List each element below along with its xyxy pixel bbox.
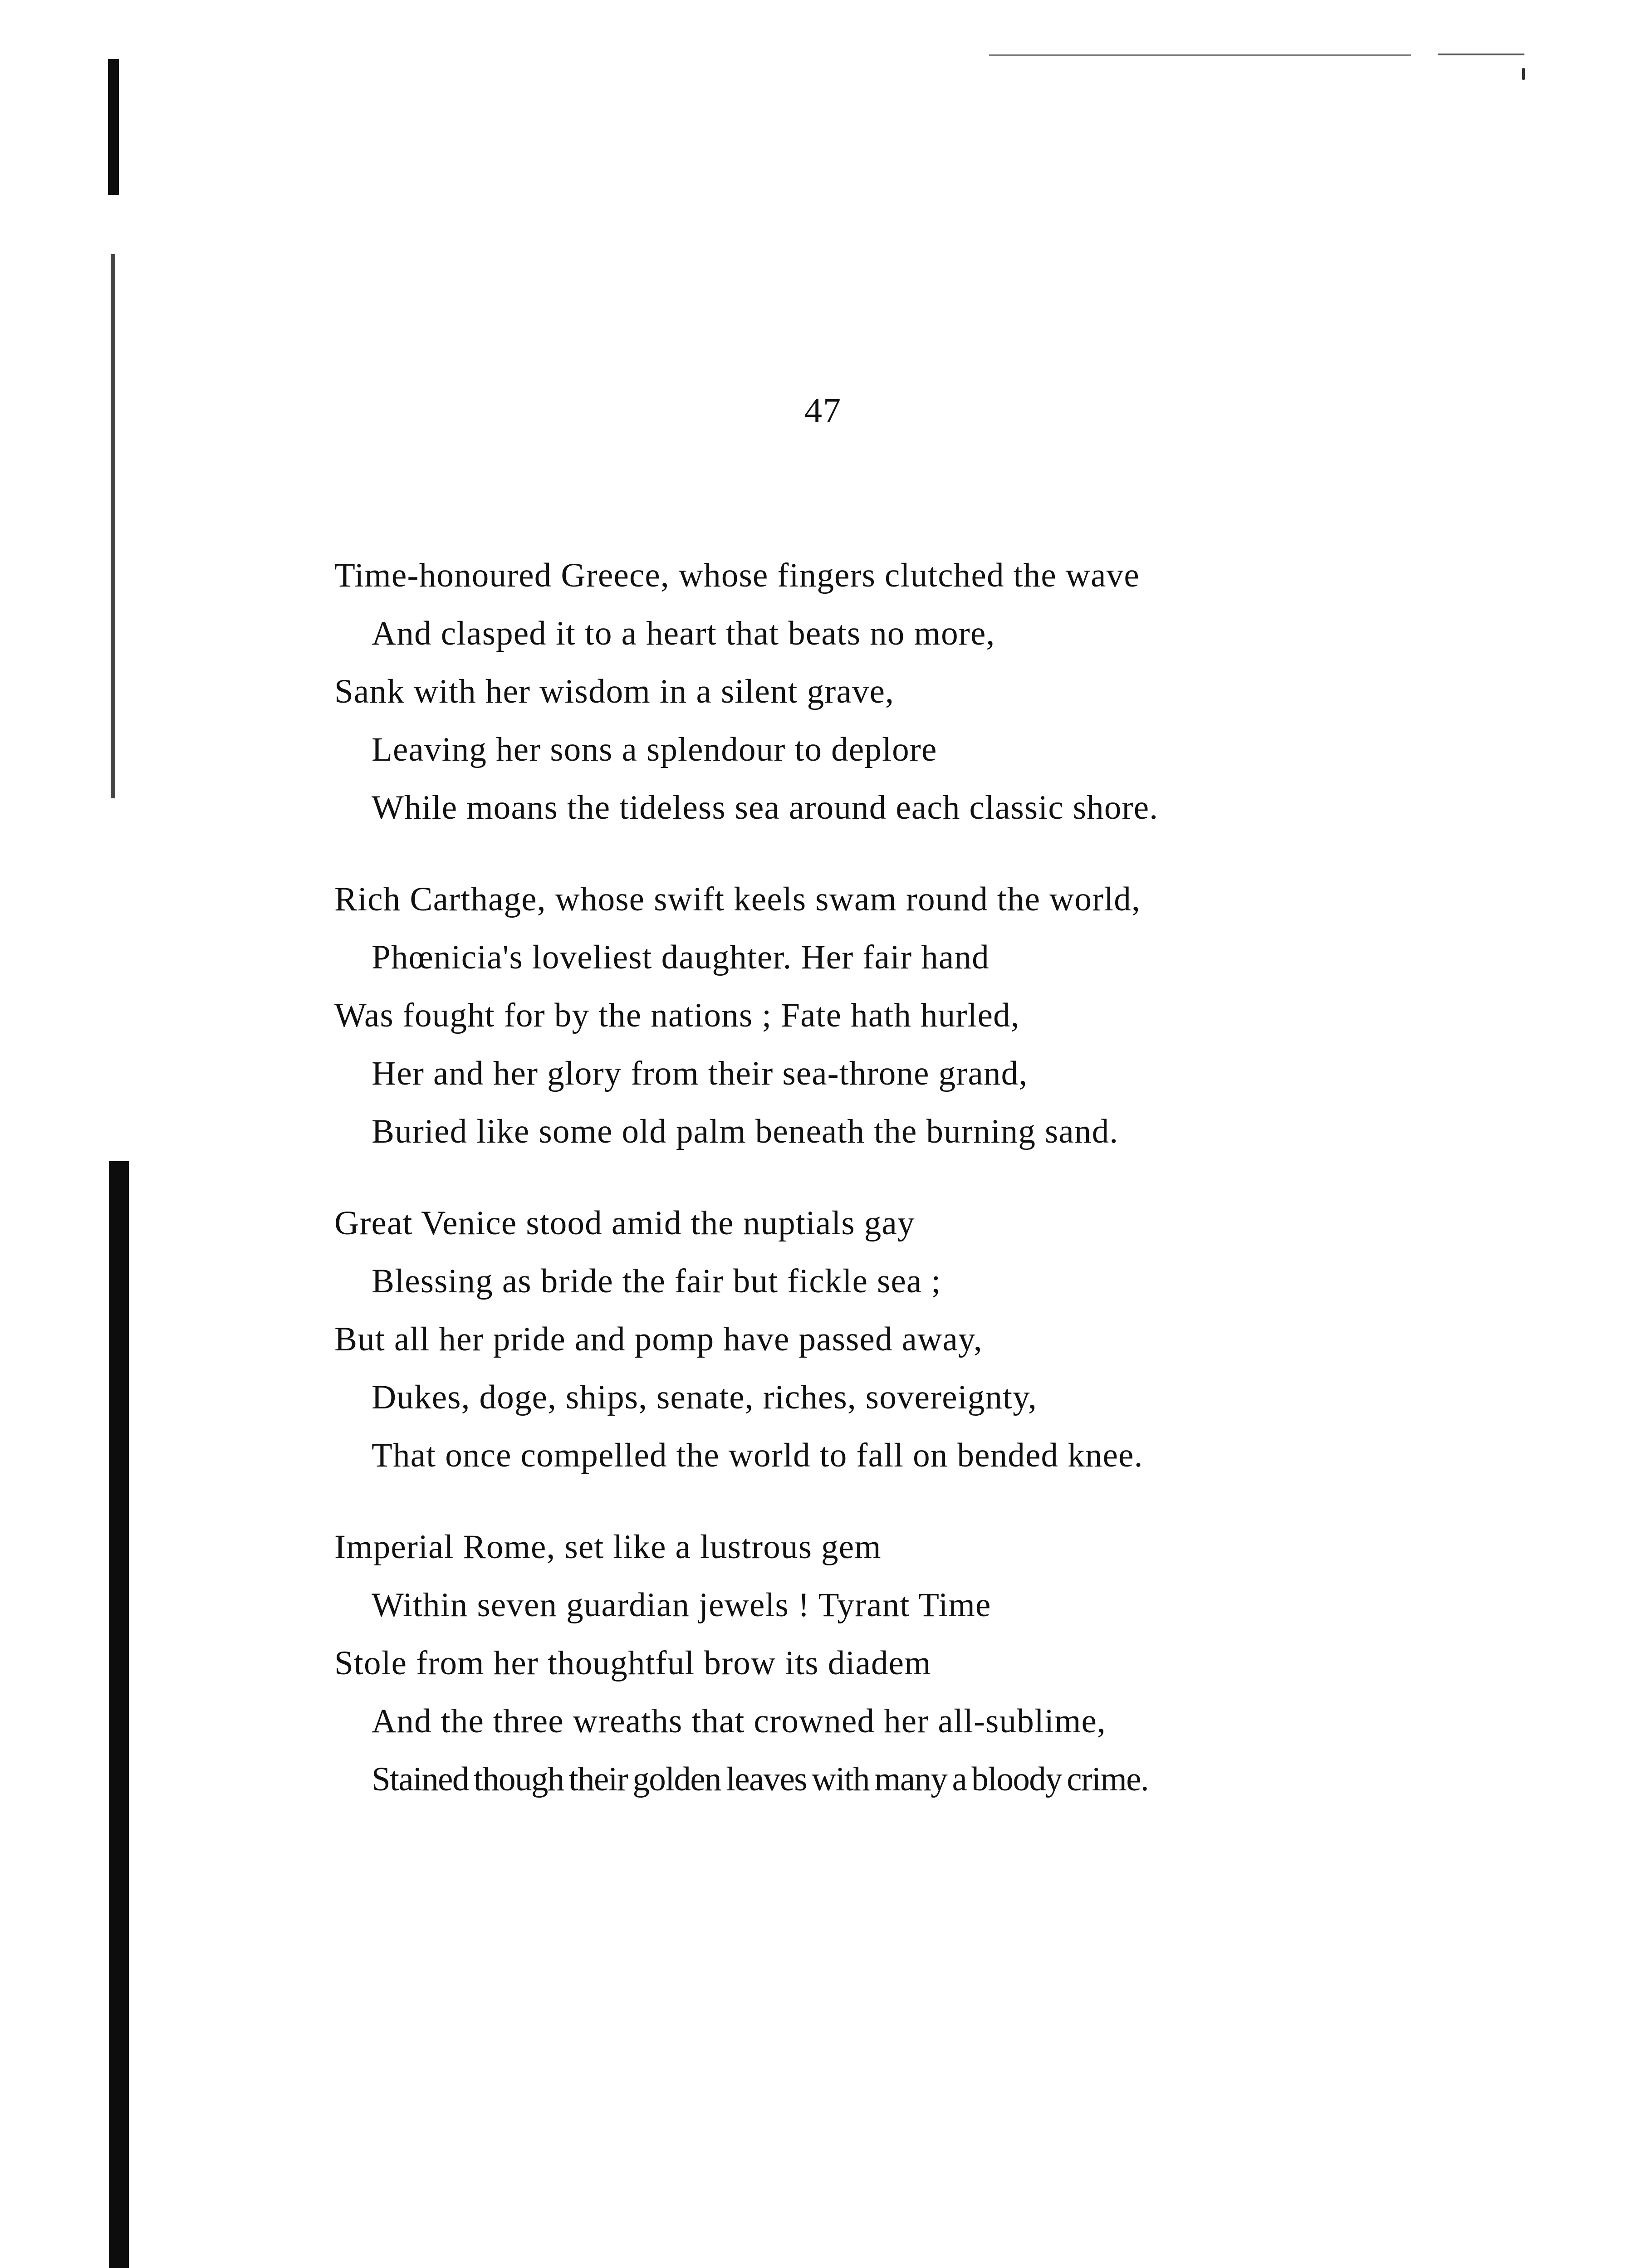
poem-line: Stole from her thoughtful brow its diadem: [334, 1644, 931, 1682]
poem-line: Phœnicia's loveliest daughter. Her fair hand: [372, 938, 990, 976]
page-number: 47: [804, 391, 842, 430]
poem-line: Stained though their golden leaves with many a bloody crime.: [372, 1760, 1149, 1798]
poem-line: Leaving her sons a splendour to deplore: [372, 731, 937, 768]
poem-line: And the three wreaths that crowned her all-sublime,: [372, 1702, 1106, 1740]
poem: [334, 547, 1469, 1842]
poem-line: Within seven guardian jewels ! Tyrant Time: [372, 1586, 991, 1624]
poem-line: Was fought for by the nations ; Fate hath hurled,: [334, 997, 1020, 1034]
poem-line: Blessing as bride the fair but fickle sea ;: [372, 1262, 941, 1300]
poem-line: Her and her glory from their sea-throne grand,: [372, 1055, 1028, 1092]
poem-line: Sank with her wisdom in a silent grave,: [334, 673, 895, 710]
poem-line: And clasped it to a heart that beats no more,: [372, 615, 995, 652]
poem-line: But all her pride and pomp have passed away,: [334, 1320, 983, 1358]
poem-line: Time-honoured Greece, whose fingers clutched the wave: [334, 557, 1140, 594]
scan-line-top: [989, 54, 1411, 56]
stanza-2: [334, 870, 1469, 1161]
binding-edge-top: [108, 59, 119, 195]
speck: [1522, 68, 1525, 80]
stanza-4: [334, 1518, 1469, 1809]
binding-edge-mid: [111, 254, 115, 798]
poem-line: That once compelled the world to fall on bended knee.: [372, 1437, 1143, 1474]
poem-line: Great Venice stood amid the nuptials gay: [334, 1204, 915, 1242]
poem-line: Rich Carthage, whose swift keels swam round the world,: [334, 880, 1141, 918]
poem-line: While moans the tideless sea around each classic shore.: [372, 789, 1159, 826]
poem-line: Buried like some old palm beneath the burning sand.: [372, 1113, 1119, 1150]
stanza-3: [334, 1194, 1469, 1485]
poem-line: Imperial Rome, set like a lustrous gem: [334, 1528, 882, 1566]
poem-line: Dukes, doge, ships, senate, riches, sovereignty,: [372, 1378, 1037, 1416]
scan-line-top-right: [1438, 54, 1524, 55]
stanza-1: [334, 547, 1469, 837]
binding-edge-bottom: [109, 1161, 129, 2268]
